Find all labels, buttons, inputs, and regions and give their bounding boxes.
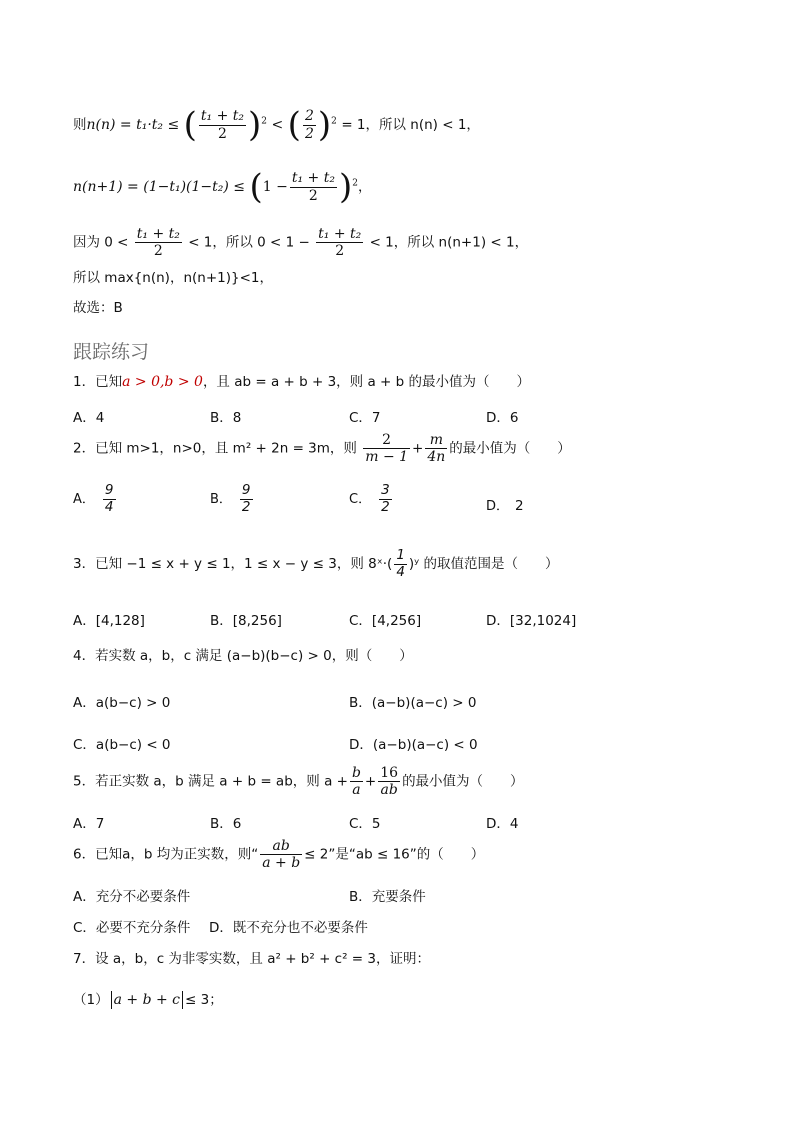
q5-option-a: A．7 (73, 816, 105, 832)
text: ， (357, 179, 372, 195)
numerator: 16 (380, 765, 399, 781)
denominator: a + b (262, 855, 301, 872)
denominator: m − 1 (365, 449, 409, 466)
text: )ʸ 的取值范围是（ ） (408, 556, 559, 573)
denominator: 4n (427, 449, 446, 466)
solution-line-1: 则n(n) = t₁·t₂ ≤ ( $\frac{\text{t₁ + t₂}}{2}$ )$^2$ < ( $\frac{2}{2}$ )$^2$ = 1，所以 n(n) < 1， (73, 105, 480, 145)
abs-bar-left (111, 991, 112, 1009)
q6-option-b: B．充要条件 (349, 889, 426, 905)
q3-option-c: C．[4,256] (349, 613, 422, 629)
numerator: 1 (396, 547, 405, 563)
q5-option-b: B．6 (210, 816, 242, 832)
numerator: ab (260, 838, 302, 855)
question-4: 4．若实数 a，b，c 满足 (a−b)(b−c) > 0，则（ ） (73, 648, 413, 664)
q2-option-a (73, 483, 118, 515)
text: 的最小值为（ ） (449, 440, 571, 457)
text: 的最小值为（ ） (402, 773, 524, 790)
option-value: 2 (515, 498, 524, 514)
denominator: 2 (308, 187, 318, 204)
paren-close: ) (317, 105, 332, 145)
fraction (303, 108, 316, 141)
text: 3．已知 −1 ≤ x + y ≤ 1，1 ≤ x − y ≤ 3，则 8ˣ·( (73, 556, 393, 573)
paren-close: ) (248, 105, 262, 145)
question-1 (73, 375, 530, 390)
numerator: b (351, 765, 361, 781)
question-5 (73, 765, 524, 798)
numerator: 3 (381, 482, 390, 498)
question-7-part-1 (73, 991, 223, 1009)
text: 5．若正实数 a，b 满足 a + b = ab，则 a + (73, 773, 348, 790)
option-label: B． (210, 492, 232, 508)
fraction (379, 483, 392, 515)
denominator: ab (380, 782, 398, 799)
denominator: 2 (218, 125, 227, 142)
text: 因为 0 < (73, 234, 129, 251)
paren-open: ( (249, 167, 263, 207)
math: a + b + c (113, 992, 181, 1008)
denominator: 2 (153, 243, 163, 260)
q4-option-a: A．a(b−c) > 0 (73, 695, 171, 711)
text: < 1，所以 n(n+1) < 1， (369, 234, 529, 251)
denominator: 4 (396, 563, 405, 580)
question-6 (73, 838, 484, 871)
text: ≤ 3； (185, 992, 223, 1008)
condition: a > 0,b > 0 (122, 374, 203, 390)
solution-line-2: n(n+1) = (1−t₁)(1−t₂) ≤ (1 − $\frac{\text{t₁ + t₂}}{2}$ )$^2$， (73, 167, 372, 207)
text: （1） (73, 992, 109, 1008)
math: 1 − (262, 179, 288, 195)
q3-option-a: A．[4,128] (73, 613, 145, 629)
q5-option-d: D．4 (486, 816, 519, 832)
fraction (363, 432, 410, 465)
numerator: t₁ + t₂ (318, 226, 362, 242)
fraction (350, 765, 363, 798)
q1-option-d: D．6 (486, 410, 519, 426)
text: ，且 ab = a + b + 3，则 a + b 的最小值为（ ） (202, 374, 531, 390)
q3-option-b: B．[8,256] (210, 613, 282, 629)
numerator: m (425, 432, 447, 449)
numerator: t₁ + t₂ (291, 170, 335, 187)
text: 6．已知a，b 均为正实数，则“ (73, 846, 259, 863)
denominator: 2 (241, 498, 251, 515)
text: 1．已知 (73, 374, 123, 390)
q3-option-d: D．[32,1024] (486, 613, 577, 629)
fraction (103, 483, 116, 515)
section-title: 跟踪练习 (73, 341, 150, 363)
fraction (378, 765, 400, 798)
fraction (425, 432, 447, 465)
q6-option-d: D．既不充分也不必要条件 (209, 920, 368, 936)
fraction (199, 108, 246, 141)
abs-bar-right (182, 991, 183, 1009)
q6-option-a: A．充分不必要条件 (73, 889, 191, 905)
numerator: 2 (304, 108, 314, 125)
fraction (260, 838, 302, 871)
q2-option-c (349, 483, 394, 515)
question-7: 7．设 a，b，c 为非零实数，且 a² + b² + c² = 3，证明： (73, 951, 430, 967)
math: n(n+1) = (1−t₁)(1−t₂) ≤ (73, 179, 246, 195)
numerator: 9 (104, 482, 114, 498)
denominator: 2 (335, 243, 345, 260)
q4-option-c: C．a(b−c) < 0 (73, 737, 171, 753)
fraction (290, 170, 337, 203)
math: < (271, 117, 284, 133)
question-3 (73, 548, 559, 580)
denominator: 2 (304, 125, 314, 142)
paren-open: ( (183, 105, 197, 145)
q5-option-c: C．5 (349, 816, 381, 832)
q1-option-b: B．8 (210, 410, 242, 426)
text: 则 (73, 117, 87, 133)
option-label: C． (349, 492, 372, 508)
numerator: t₁ + t₂ (136, 226, 180, 242)
solution-line-3 (73, 226, 528, 259)
numerator: t₁ + t₂ (200, 108, 245, 125)
denominator: 4 (104, 498, 114, 515)
q1-option-a: A．4 (73, 410, 105, 426)
option-label: A． (73, 492, 95, 508)
text: 2．已知 m>1，n>0，且 m² + 2n = 3m，则 (73, 440, 357, 457)
fraction (240, 483, 253, 515)
text: ≤ 2”是“ab ≤ 16”的（ ） (304, 846, 485, 863)
fraction (394, 548, 407, 580)
question-2 (73, 432, 571, 465)
q6-option-c: C．必要不充分条件 (73, 920, 191, 936)
paren-close: ) (338, 167, 353, 207)
text: = 1，所以 n(n) < 1， (341, 117, 480, 133)
math: n(n) = t₁·t₂ ≤ (86, 117, 180, 133)
option-label: D． (486, 499, 510, 514)
text: < 1，所以 0 < 1 − (188, 234, 310, 251)
q4-option-d: D．(a−b)(a−c) < 0 (349, 737, 478, 753)
denominator: 2 (381, 498, 390, 515)
fraction (316, 226, 363, 259)
q2-option-b (210, 483, 255, 515)
paren-open: ( (287, 105, 301, 145)
numerator: 2 (363, 432, 410, 449)
operator: + (412, 440, 424, 457)
solution-answer: 故选：B (73, 300, 123, 316)
solution-line-4: 所以 max{n(n)，n(n+1)}<1， (73, 270, 273, 286)
q2-option-d (486, 495, 524, 514)
q4-option-b: B．(a−b)(a−c) > 0 (349, 695, 477, 711)
denominator: a (352, 782, 361, 799)
operator: + (364, 773, 377, 790)
q1-option-c: C．7 (349, 410, 381, 426)
fraction (135, 226, 182, 259)
numerator: 9 (241, 482, 251, 498)
